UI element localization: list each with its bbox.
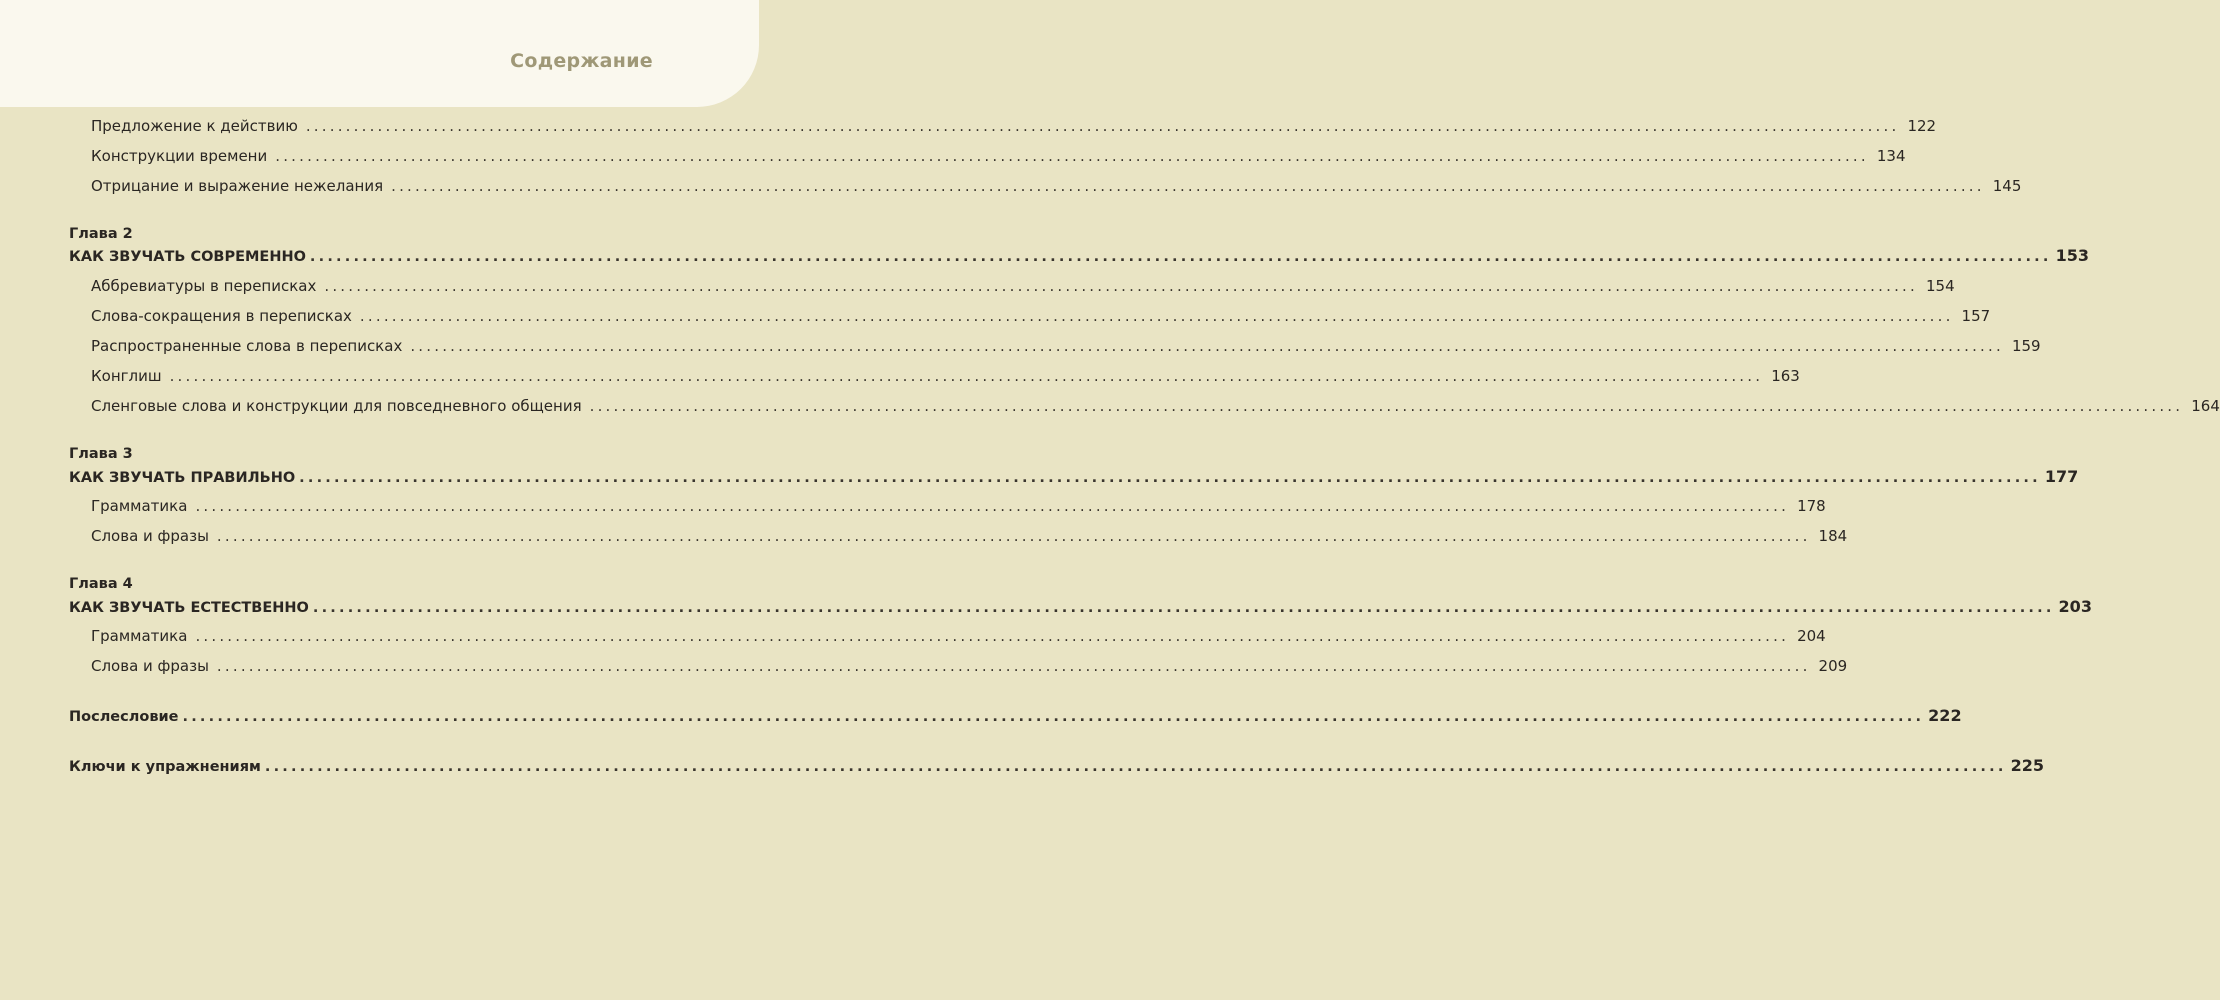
toc-chapter-entry[interactable]: [69, 246, 2089, 265]
dot-leader: ........................................................................................................................................................................................................: [195, 497, 1790, 515]
toc-entry-title: Конглиш: [91, 367, 162, 385]
toc-entry-title: Сленговые слова и конструкции для повседневного общения: [91, 397, 582, 415]
toc-chapter-entry[interactable]: [69, 597, 2092, 616]
chapter-label: Глава 3: [69, 446, 133, 462]
dot-leader: ........................................................................................................................................................................................................: [299, 470, 2041, 486]
toc-entry-title: Слова и фразы: [91, 657, 209, 675]
toc-entry-page: 164: [2191, 397, 2220, 415]
dot-leader: ........................................................................................................................................................................................................: [216, 527, 1811, 545]
toc-entry-page: 145: [1992, 177, 2022, 195]
dot-leader: ........................................................................................................................................................................................................: [410, 337, 2004, 355]
toc-entry[interactable]: [91, 117, 1937, 135]
toc-entry-page: 134: [1876, 147, 1906, 165]
toc-entry[interactable]: [91, 177, 2022, 195]
chapter-label: Глава 4: [69, 576, 133, 592]
dot-leader: ........................................................................................................................................................................................................: [305, 117, 1900, 135]
toc-entry[interactable]: [91, 277, 1955, 295]
toc-entry[interactable]: [91, 497, 1826, 515]
toc-chapter-title: КАК ЗВУЧАТЬ ЕСТЕСТВЕННО: [69, 600, 309, 616]
dot-leader: ........................................................................................................................................................................................................: [359, 307, 1954, 325]
dot-leader: ........................................................................................................................................................................................................: [195, 627, 1790, 645]
dot-leader: ........................................................................................................................................................................................................: [309, 249, 2052, 265]
dot-leader: ........................................................................................................................................................................................................: [324, 277, 1918, 295]
toc-afterword-page: 222: [1928, 706, 1962, 725]
toc-entry[interactable]: [91, 527, 1848, 545]
dot-leader: ........................................................................................................................................................................................................: [589, 397, 2184, 415]
toc-chapter-title: КАК ЗВУЧАТЬ ПРАВИЛЬНО: [69, 470, 296, 486]
toc-entry-page: 163: [1771, 367, 1800, 385]
toc-entry-title: Распространенные слова в переписках: [91, 337, 403, 355]
toc-entry[interactable]: [91, 147, 1906, 165]
toc-entry-title: Слова-сокращения в переписках: [91, 307, 352, 325]
toc-answers-page: 225: [2010, 756, 2044, 775]
toc-entry[interactable]: [91, 657, 1848, 675]
toc-entry[interactable]: [91, 307, 1991, 325]
toc-entry[interactable]: [91, 367, 1800, 385]
toc-afterword-title: Послесловие: [69, 709, 179, 725]
toc-entry-title: Грамматика: [91, 627, 188, 645]
dot-leader: ........................................................................................................................................................................................................: [169, 367, 1764, 385]
dot-leader: ........................................................................................................................................................................................................: [264, 759, 2007, 775]
toc-chapter-page: 177: [2044, 467, 2079, 486]
toc-entry-page: 122: [1907, 117, 1937, 135]
dot-leader: ........................................................................................................................................................................................................: [216, 657, 1811, 675]
chapter-label: Глава 2: [69, 226, 133, 242]
toc-answers-title: Ключи к упражнениям: [69, 759, 261, 775]
toc-entry-page: 159: [2011, 337, 2041, 355]
toc-afterword-entry[interactable]: [69, 706, 1962, 725]
dot-leader: ........................................................................................................................................................................................................: [275, 147, 1869, 165]
toc-entry-title: Отрицание и выражение нежелания: [91, 177, 384, 195]
toc-entry-page: 178: [1797, 497, 1826, 515]
toc-chapter-page: 203: [2058, 597, 2092, 616]
toc-entry-page: 157: [1961, 307, 1991, 325]
toc-answers-entry[interactable]: [69, 756, 2044, 775]
dot-leader: ........................................................................................................................................................................................................: [391, 177, 1985, 195]
toc-entry-title: Грамматика: [91, 497, 188, 515]
toc-chapter-page: 153: [2055, 246, 2089, 265]
toc-entry[interactable]: [91, 627, 1826, 645]
toc-entry-title: Конструкции времени: [91, 147, 268, 165]
dot-leader: ........................................................................................................................................................................................................: [312, 600, 2055, 616]
toc-entry-page: 184: [1818, 527, 1848, 545]
toc-chapter-title: КАК ЗВУЧАТЬ СОВРЕМЕННО: [69, 249, 306, 265]
dot-leader: ........................................................................................................................................................................................................: [182, 709, 1925, 725]
toc-entry-page: 154: [1926, 277, 1955, 295]
toc-entry-page: 204: [1797, 627, 1826, 645]
toc-chapter-entry[interactable]: [69, 467, 2079, 486]
section-header-title: Содержание: [510, 50, 653, 72]
toc-entry[interactable]: [91, 337, 2041, 355]
toc-entry[interactable]: [91, 397, 2220, 415]
toc-entry-page: 209: [1818, 657, 1848, 675]
toc-entry-title: Аббревиатуры в переписках: [91, 277, 317, 295]
toc-entry-title: Предложение к действию: [91, 117, 298, 135]
toc-entry-title: Слова и фразы: [91, 527, 209, 545]
